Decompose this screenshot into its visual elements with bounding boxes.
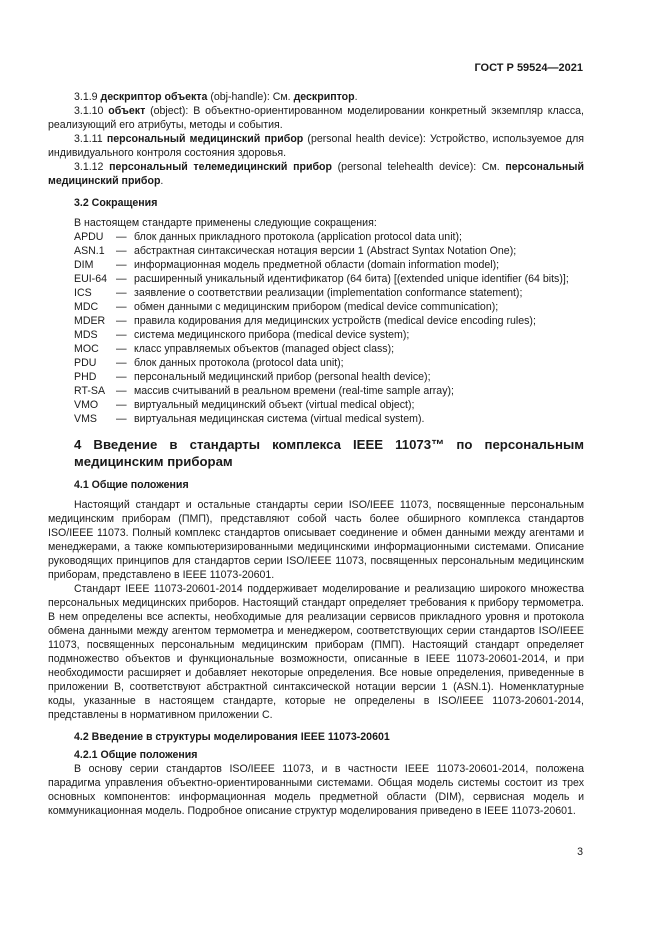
abbreviation-row [74, 342, 584, 356]
abbreviation-dash: — [116, 245, 127, 257]
definition-3-1-9 [48, 90, 584, 104]
abbreviation-definition: абстрактная синтаксическая нотация версии 1 (Abstract Syntax Notation One); [134, 245, 517, 257]
section-3-2-heading: 3.2 Сокращения [74, 197, 158, 209]
abbreviation-term: ASN.1 [74, 245, 105, 257]
abbreviation-definition: правила кодирования для медицинских устройств (medical device encoding rules); [134, 315, 536, 327]
def-number: 3.1.10 [74, 105, 104, 117]
def-text: (object): В объектно-ориентированном моделировании конкретный экземпляр класса, реализующий его атрибуты, методы и события. [48, 105, 584, 131]
abbreviation-term: DIM [74, 259, 94, 271]
abbreviation-row [74, 328, 584, 342]
document-id: ГОСТ Р 59524—2021 [474, 62, 583, 74]
abbreviation-row [74, 356, 584, 370]
definition-3-1-11 [48, 132, 584, 160]
abbreviation-term: VMO [74, 399, 99, 411]
abbreviation-definition: виртуальный медицинский объект (virtual medical object); [134, 399, 415, 411]
abbreviation-definition: обмен данными с медицинским прибором (medical device communication); [134, 301, 499, 313]
def-term: персональный телемедицинский прибор [109, 161, 332, 173]
abbreviation-term: ICS [74, 287, 92, 299]
abbreviation-term: MDER [74, 315, 106, 327]
abbreviation-dash: — [116, 385, 127, 397]
abbreviation-dash: — [116, 259, 127, 271]
abbreviation-term: PHD [74, 371, 97, 383]
abbreviation-term: MOC [74, 343, 99, 355]
abbreviation-term: PDU [74, 357, 97, 369]
def-tail: . [354, 91, 358, 103]
def-term: персональный медицинский прибор [106, 133, 304, 145]
def-number: 3.1.9 [74, 91, 98, 103]
def-number: 3.1.12 [74, 161, 104, 173]
abbreviation-term: APDU [74, 231, 104, 243]
abbreviation-dash: — [116, 329, 127, 341]
abbreviation-dash: — [116, 315, 127, 327]
abbreviation-definition: расширенный уникальный идентификатор (64 бита) [(extended unique identifier (64 bits)]; [134, 273, 569, 285]
paragraph-4-1-1: Настоящий стандарт и остальные стандарты серии ISO/IEEE 11073, посвященные персональным медицинским приборам (ПМП), представляют собой часть более обширного комплекса стандартов ISO/IEEE 11073. Полный комплекс стандартов описывает соединение и обмен данными между агентами и менеджерами, а также компьютеризированными медицинскими информационными системами. Описание руководящих принципов для стандартов серии ISO/IEEE 11073, посвященных персональным медицинским приборам, представлено в IEEE 11073-20601. [48, 499, 584, 581]
abbreviation-row [74, 272, 584, 286]
abbreviation-definition: информационная модель предметной области (domain information model); [134, 259, 500, 271]
abbreviation-dash: — [116, 231, 127, 243]
abbreviation-dash: — [116, 273, 127, 285]
def-text: (personal health device): Устройство, используемое для индивидуального контроля состояния здоровья. [48, 133, 584, 159]
section-4-2-heading: 4.2 Введение в структуры моделирования IEEE 11073-20601 [74, 731, 390, 743]
abbreviation-row [74, 300, 584, 314]
abbreviation-dash: — [116, 287, 127, 299]
abbreviation-term: MDS [74, 329, 98, 341]
definition-3-1-12 [48, 160, 584, 188]
abbreviation-term: MDC [74, 301, 99, 313]
def-ref: дескриптор [293, 91, 355, 103]
abbreviation-row [74, 258, 584, 272]
section-4-2-1-heading: 4.2.1 Общие положения [74, 749, 198, 761]
page-number: 3 [577, 846, 583, 858]
abbreviation-dash: — [116, 343, 127, 355]
abbreviations-list [74, 230, 584, 426]
abbreviation-dash: — [116, 357, 127, 369]
abbreviation-dash: — [116, 399, 127, 411]
abbreviation-definition: массив считываний в реальном времени (real-time sample array); [134, 385, 454, 397]
def-ref: персональный медицинский прибор [48, 161, 584, 187]
def-number: 3.1.11 [74, 133, 103, 145]
abbreviation-definition: персональный медицинский прибор (personal health device); [134, 371, 431, 383]
abbreviation-row [74, 384, 584, 398]
page-content [48, 90, 584, 818]
def-text: (personal telehealth device): См. [331, 161, 506, 173]
section-4-heading: 4 Введение в стандарты комплекса IEEE 11073™ по персональным медицинским приборам [74, 437, 584, 469]
definition-3-1-10 [48, 104, 584, 132]
abbreviation-row [74, 230, 584, 244]
def-term: объект [108, 105, 146, 117]
abbreviations-intro: В настоящем стандарте применены следующие сокращения: [74, 217, 377, 229]
abbreviation-dash: — [116, 371, 127, 383]
abbreviation-row [74, 314, 584, 328]
abbreviation-term: RT-SA [74, 385, 106, 397]
abbreviation-definition: блок данных прикладного протокола (application protocol data unit); [134, 231, 462, 243]
abbreviation-term: EUI-64 [74, 273, 107, 285]
abbreviation-definition: виртуальная медицинская система (virtual medical system). [134, 413, 425, 425]
abbreviation-dash: — [116, 413, 127, 425]
abbreviation-definition: заявление о соответствии реализации (implementation conformance statement); [134, 287, 523, 299]
def-text: (obj-handle): См. [207, 91, 294, 103]
abbreviation-dash: — [116, 301, 127, 313]
paragraph-4-1-2: Стандарт IEEE 11073-20601-2014 поддерживает моделирование и реализацию широкого множества персональных медицинских приборов. Настоящий стандарт определяет требования к прибору термометра. В нем определены все аспекты, необходимые для реализации сервисов прикладного уровня и протокола обмена данными между агентом термометра и менеджером, соответствующих серии стандартов ISO/IEEE 11073, посвященных персональным медицинским приборам (ПМП). Настоящий стандарт определяет подмножество объектов и функциональные возможности, описанные в IEEE 11073-20601-2014, и при необходимости расширяет и добавляет некоторые определения. Все новые определения, приведенные в приложении B, соответствуют абстрактной синтаксической нотации версии 1 (ASN.1). Номенклатурные коды, указанные в настоящем стандарте, которые не определены в ISO/IEEE 11073-20601-2014, представлены в нормативном приложении C. [48, 583, 584, 721]
abbreviation-row [74, 398, 584, 412]
abbreviation-row [74, 286, 584, 300]
paragraph-4-2-1: В основу серии стандартов ISO/IEEE 11073, и в частности IEEE 11073-20601-2014, положена парадигма управления объектно-ориентированными системами. Общая модель системы состоит из трех основных компонентов: информационная модель предметной области (DIM), сервисная модель и коммуникационная модель. Подробное описание структур моделирования приведено в IEEE 11073-20601. [48, 763, 584, 817]
def-term: дескриптор объекта [100, 91, 208, 103]
abbreviation-row [74, 370, 584, 384]
def-tail: . [160, 175, 164, 187]
abbreviation-row [74, 244, 584, 258]
abbreviation-definition: блок данных протокола (protocol data unit); [134, 357, 344, 369]
section-4-1-heading: 4.1 Общие положения [74, 479, 189, 491]
abbreviation-definition: класс управляемых объектов (managed object class); [134, 343, 395, 355]
abbreviation-term: VMS [74, 413, 97, 425]
abbreviation-row [74, 412, 584, 426]
abbreviation-definition: система медицинского прибора (medical device system); [134, 329, 410, 341]
